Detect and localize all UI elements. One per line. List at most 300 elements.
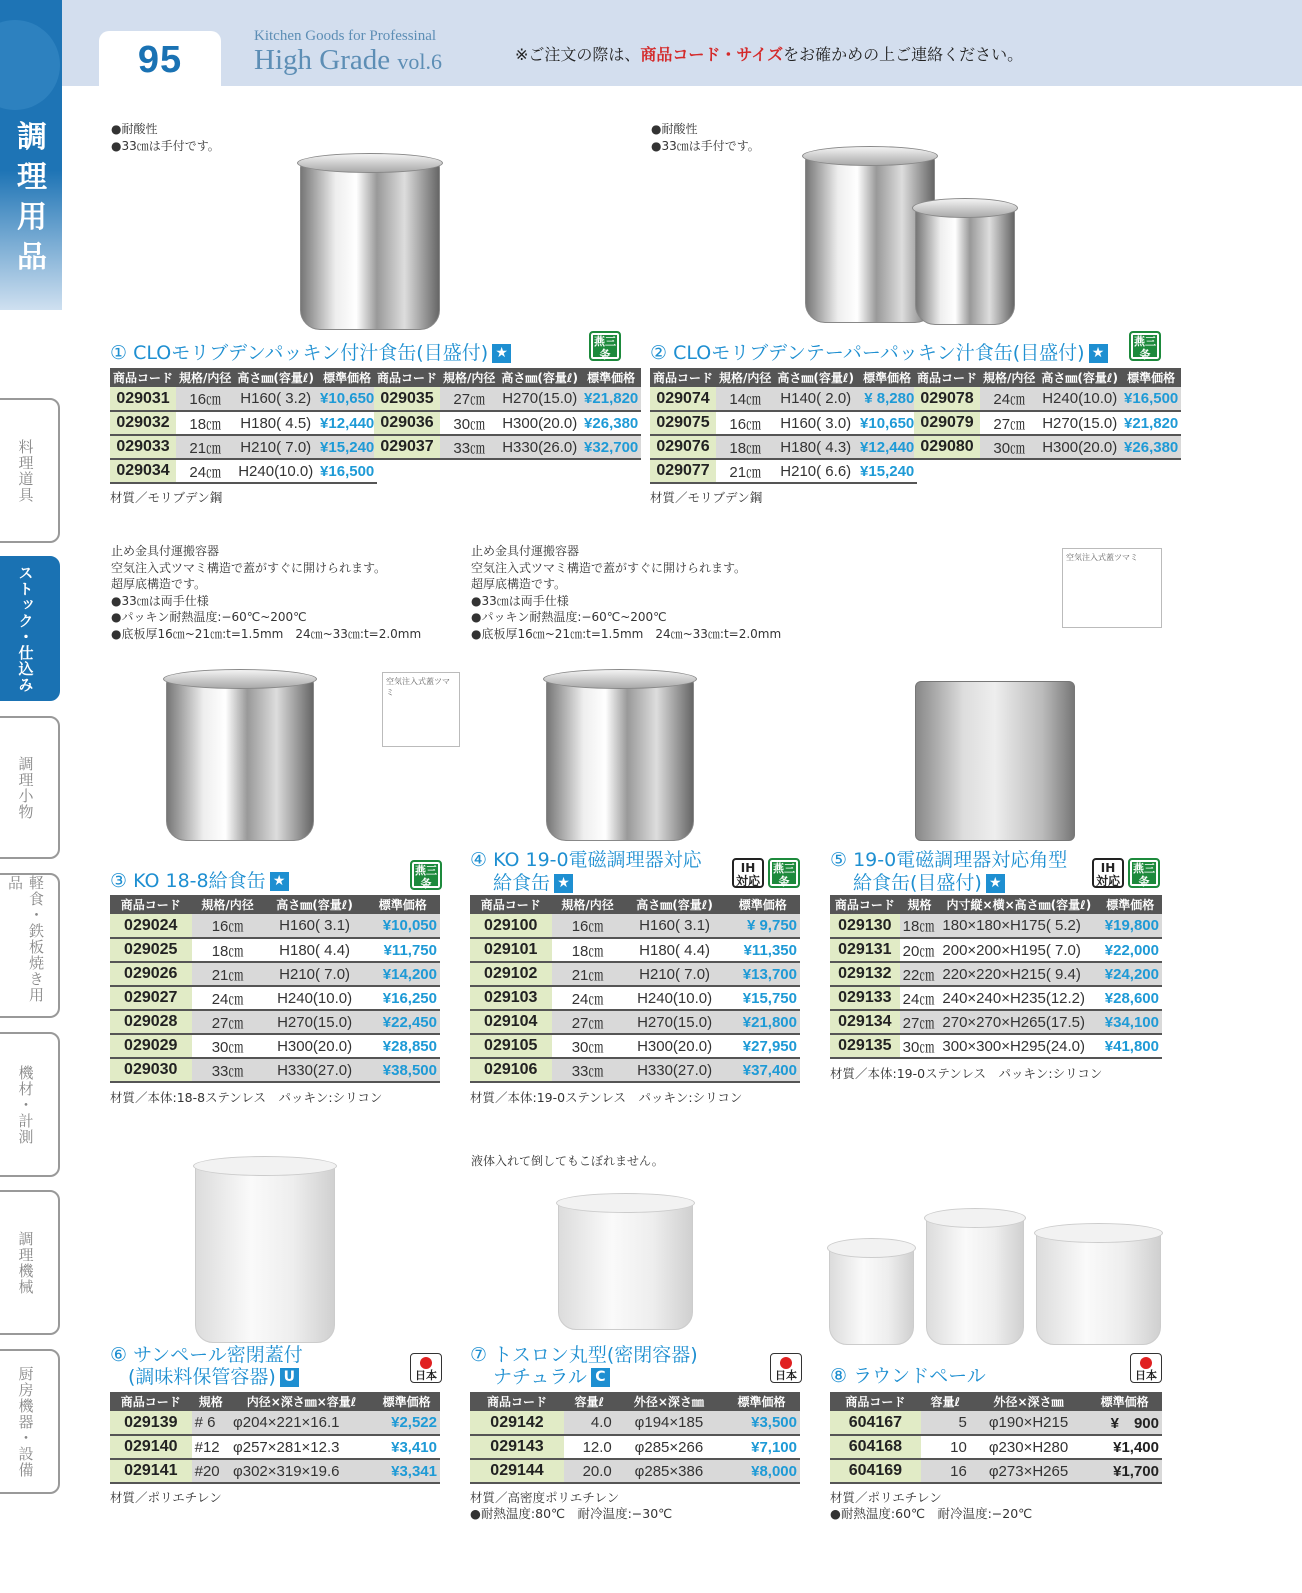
feature-line: 空気注入式ツマミ構造で蓋がすぐに開けられます。 bbox=[471, 560, 747, 575]
cell-price: ¥10,650 bbox=[317, 387, 377, 411]
table-row bbox=[110, 411, 377, 435]
cell-size: # 6 bbox=[192, 1411, 230, 1435]
cell-price: ¥14,200 bbox=[366, 962, 440, 986]
cell-dimensions: H330(26.0) bbox=[498, 435, 581, 459]
cell-price: ¥12,440 bbox=[317, 411, 377, 435]
notice-highlight: 商品コード・サイズ bbox=[640, 45, 784, 64]
cell-dimensions: H270(15.0) bbox=[1038, 411, 1121, 435]
column-header: 規格 bbox=[900, 895, 940, 914]
title-text: ⑤ 19-0電磁調理器対応角型 bbox=[830, 849, 1068, 871]
u-badge-icon: U bbox=[280, 1368, 299, 1387]
product-1-table-right bbox=[374, 368, 641, 460]
column-header: 商品コード bbox=[110, 1392, 192, 1411]
cell-dimensions: φ190×H215 bbox=[970, 1411, 1087, 1435]
tsubame-sanjo-mark: 燕三条 bbox=[1128, 858, 1160, 888]
cell-dimensions: H160( 3.2) bbox=[234, 387, 317, 411]
feature-line: ●耐酸性 bbox=[651, 122, 698, 136]
cell-price: ¥26,380 bbox=[1121, 435, 1181, 459]
table-row bbox=[914, 411, 1181, 435]
table-row bbox=[470, 914, 800, 938]
cell-size: 27㎝ bbox=[980, 411, 1038, 435]
title-text: ⑥ サンペール密閉蓋付 bbox=[110, 1344, 303, 1366]
cell-product-code: 029130 bbox=[830, 914, 900, 938]
category-sidebar bbox=[0, 0, 62, 1593]
product-8-title: ⑧ ラウンドペール bbox=[830, 1365, 986, 1387]
cell-dimensions: H270(15.0) bbox=[264, 1010, 366, 1034]
ih-label: IH bbox=[1100, 861, 1116, 875]
cell-dimensions: H180( 4.4) bbox=[264, 938, 366, 962]
table-row bbox=[470, 1411, 800, 1435]
cell-product-code: 029025 bbox=[110, 938, 192, 962]
cell-product-code: 604169 bbox=[830, 1459, 921, 1483]
cell-product-code: 029144 bbox=[470, 1459, 564, 1483]
cell-size: 16 bbox=[921, 1459, 970, 1483]
tsubame-sanjo-mark: 燕三条 bbox=[768, 858, 800, 888]
product-6-image bbox=[185, 1145, 345, 1345]
temperature-text: ●耐熱温度:80℃ 耐冷温度:−30℃ bbox=[470, 1506, 673, 1521]
cell-size: 22㎝ bbox=[900, 962, 940, 986]
title-text: 給食缶(目盛付) bbox=[853, 872, 982, 894]
cell-dimensions: H300(20.0) bbox=[624, 1034, 726, 1058]
cell-price: ¥16,500 bbox=[1121, 387, 1181, 411]
cell-dimensions: φ302×319×19.6 bbox=[230, 1459, 373, 1483]
table-row bbox=[110, 938, 440, 962]
table-row bbox=[470, 1459, 800, 1483]
diagram-label: 空気注入式蓋ツマミ bbox=[1066, 553, 1138, 562]
cell-price: ¥22,000 bbox=[1098, 938, 1162, 962]
cell-product-code: 029100 bbox=[470, 914, 552, 938]
cell-product-code: 029132 bbox=[830, 962, 900, 986]
cell-dimensions: H180( 4.3) bbox=[774, 435, 857, 459]
cell-dimensions: H210( 7.0) bbox=[234, 435, 317, 459]
cell-size: 24㎝ bbox=[192, 986, 264, 1010]
lid-diagram bbox=[382, 672, 460, 747]
cell-price: ¥21,820 bbox=[1121, 411, 1181, 435]
table-row bbox=[470, 986, 800, 1010]
cell-product-code: 029024 bbox=[110, 914, 192, 938]
tab-label: 厨房機器・設備 bbox=[16, 1365, 35, 1478]
product-6-material: 材質／ポリエチレン bbox=[110, 1490, 222, 1505]
star-badge-icon: ★ bbox=[1089, 344, 1108, 363]
cell-price: ¥ 8,280 bbox=[857, 387, 917, 411]
feature-line: ●底板厚16㎝~21㎝:t=1.5mm 24㎝~33㎝:t=2.0mm bbox=[471, 626, 782, 641]
cell-dimensions: H180( 4.4) bbox=[624, 938, 726, 962]
feature-line: ●パッキン耐熱温度:−60℃~200℃ bbox=[471, 610, 667, 624]
cell-price: ¥19,800 bbox=[1098, 914, 1162, 938]
title-text: 給食缶 bbox=[493, 872, 551, 894]
column-header: 高さ㎜(容量ℓ) bbox=[498, 368, 581, 387]
material-text: 材質／ポリエチレン bbox=[830, 1490, 942, 1505]
title-text: ② CLOモリブデンテーパーパッキン汁食缶(目盛付) bbox=[650, 342, 1085, 364]
sidebar-tab-machines[interactable] bbox=[0, 1190, 60, 1335]
cell-product-code: 029105 bbox=[470, 1034, 552, 1058]
column-header: 規格/内径 bbox=[552, 895, 624, 914]
column-header: 標準価格 bbox=[1087, 1392, 1162, 1411]
cell-dimensions: φ285×266 bbox=[615, 1435, 723, 1459]
product-5-title bbox=[830, 849, 1067, 895]
table-row bbox=[650, 459, 917, 483]
column-header: 規格 bbox=[192, 1392, 230, 1411]
cell-product-code: 029077 bbox=[650, 459, 716, 483]
cell-price: ¥21,820 bbox=[581, 387, 641, 411]
cell-product-code: 029104 bbox=[470, 1010, 552, 1034]
cell-price: ¥ 900 bbox=[1087, 1411, 1162, 1435]
table-row bbox=[830, 986, 1162, 1010]
cell-size: 18㎝ bbox=[192, 938, 264, 962]
cell-product-code: 029141 bbox=[110, 1459, 192, 1483]
cell-dimensions: H180( 4.5) bbox=[234, 411, 317, 435]
table-row bbox=[650, 411, 917, 435]
sidebar-tab-cooking-tools[interactable] bbox=[0, 398, 60, 543]
made-in-japan-mark bbox=[770, 1353, 802, 1383]
table-row bbox=[830, 1435, 1162, 1459]
column-header: 商品コード bbox=[650, 368, 716, 387]
cell-price: ¥34,100 bbox=[1098, 1010, 1162, 1034]
column-header: 商品コード bbox=[830, 895, 900, 914]
feature-line: 空気注入式ツマミ構造で蓋がすぐに開けられます。 bbox=[111, 560, 387, 575]
title-text: (調味料保管容器) bbox=[128, 1366, 276, 1388]
japan-label: 日本 bbox=[1135, 1369, 1157, 1382]
column-header: 商品コード bbox=[110, 895, 192, 914]
cell-dimensions: H330(27.0) bbox=[264, 1058, 366, 1082]
feature-line: ●耐酸性 bbox=[111, 122, 158, 136]
cell-size: #12 bbox=[192, 1435, 230, 1459]
cell-product-code: 029133 bbox=[830, 986, 900, 1010]
cell-product-code: 029033 bbox=[110, 435, 176, 459]
table-row bbox=[110, 986, 440, 1010]
cell-price: ¥3,341 bbox=[373, 1459, 440, 1483]
sidebar-tab-kitchen-facilities[interactable] bbox=[0, 1349, 60, 1494]
cell-dimensions: φ257×281×12.3 bbox=[230, 1435, 373, 1459]
cell-size: 21㎝ bbox=[192, 962, 264, 986]
cell-price: ¥1,700 bbox=[1087, 1459, 1162, 1483]
column-header: 商品コード bbox=[110, 368, 176, 387]
cell-product-code: 029140 bbox=[110, 1435, 192, 1459]
star-badge-icon: ★ bbox=[270, 872, 289, 891]
japan-flag-icon bbox=[420, 1357, 432, 1369]
column-header: 標準価格 bbox=[857, 368, 917, 387]
cell-dimensions: φ285×386 bbox=[615, 1459, 723, 1483]
cell-dimensions: H240(10.0) bbox=[234, 459, 317, 483]
cell-price: ¥15,750 bbox=[726, 986, 800, 1010]
cell-dimensions: H270(15.0) bbox=[624, 1010, 726, 1034]
cell-size: 21㎝ bbox=[716, 459, 774, 483]
star-badge-icon: ★ bbox=[986, 874, 1005, 893]
cell-size: 30㎝ bbox=[900, 1034, 940, 1058]
column-header: 内径×深さ㎜×容量ℓ bbox=[230, 1392, 373, 1411]
product-7-table bbox=[470, 1392, 800, 1484]
cell-price: ¥16,500 bbox=[317, 459, 377, 483]
product-3-table bbox=[110, 895, 440, 1083]
cell-price: ¥24,200 bbox=[1098, 962, 1162, 986]
product-1-table-left bbox=[110, 368, 377, 484]
japan-flag-icon bbox=[1140, 1357, 1152, 1369]
sidebar-tab-stock-prep[interactable] bbox=[0, 556, 60, 701]
cell-size: 21㎝ bbox=[176, 435, 234, 459]
feature-line: ●底板厚16㎝~21㎝:t=1.5mm 24㎝~33㎝:t=2.0mm bbox=[111, 626, 422, 641]
made-in-japan-mark bbox=[1130, 1353, 1162, 1383]
product-7-note: 液体入れて倒してもこぼれません。 bbox=[471, 1154, 664, 1168]
tab-label: ストック・仕込み bbox=[16, 564, 35, 693]
brand-title bbox=[254, 44, 442, 77]
product-4-image bbox=[540, 660, 700, 845]
cell-size: 20.0 bbox=[564, 1459, 615, 1483]
notice-text-end: をお確かめの上ご連絡ください。 bbox=[783, 45, 1024, 64]
table-row bbox=[470, 1058, 800, 1082]
column-header: 容量ℓ bbox=[921, 1392, 970, 1411]
column-header: 容量ℓ bbox=[564, 1392, 615, 1411]
product-1-material: 材質／モリブデン鋼 bbox=[110, 490, 223, 505]
product-1-image bbox=[290, 130, 450, 335]
cell-dimensions: H300(20.0) bbox=[498, 411, 581, 435]
table-row bbox=[110, 387, 377, 411]
table-row bbox=[110, 459, 377, 483]
cell-product-code: 029027 bbox=[110, 986, 192, 1010]
product-3-material: 材質／本体:18-8ステンレス パッキン:シリコン bbox=[110, 1090, 383, 1105]
table-row bbox=[830, 962, 1162, 986]
product-5-image bbox=[910, 628, 1080, 843]
cell-size: 18㎝ bbox=[716, 435, 774, 459]
table-row bbox=[374, 435, 641, 459]
cell-product-code: 029106 bbox=[470, 1058, 552, 1082]
cell-dimensions: φ230×H280 bbox=[970, 1435, 1087, 1459]
cell-size: 24㎝ bbox=[900, 986, 940, 1010]
cell-dimensions: H160( 3.1) bbox=[264, 914, 366, 938]
cell-product-code: 029139 bbox=[110, 1411, 192, 1435]
cell-price: ¥10,050 bbox=[366, 914, 440, 938]
product-4-table bbox=[470, 895, 800, 1083]
cell-product-code: 029103 bbox=[470, 986, 552, 1010]
cell-product-code: 029134 bbox=[830, 1010, 900, 1034]
cell-price: ¥21,800 bbox=[726, 1010, 800, 1034]
table-row bbox=[470, 962, 800, 986]
product-6-title bbox=[110, 1344, 303, 1388]
column-header: 高さ㎜(容量ℓ) bbox=[264, 895, 366, 914]
product-8-material bbox=[830, 1490, 1032, 1522]
product-7-title bbox=[470, 1344, 698, 1388]
table-row bbox=[830, 1459, 1162, 1483]
column-header: 規格/内径 bbox=[192, 895, 264, 914]
table-row bbox=[830, 1010, 1162, 1034]
tab-label: 料理道具 bbox=[16, 438, 35, 503]
star-badge-icon: ★ bbox=[492, 344, 511, 363]
japan-label: 日本 bbox=[775, 1369, 797, 1382]
tab-label: 軽食・鉄板焼き用品 bbox=[6, 875, 45, 1003]
column-header: 規格/内径 bbox=[716, 368, 774, 387]
brand-title-text: High Grade bbox=[254, 44, 391, 76]
column-header: 商品コード bbox=[374, 368, 440, 387]
cell-price: ¥10,650 bbox=[857, 411, 917, 435]
cell-size: 27㎝ bbox=[900, 1010, 940, 1034]
cell-price: ¥11,750 bbox=[366, 938, 440, 962]
product-4-features bbox=[471, 543, 781, 642]
cell-size: 27㎝ bbox=[192, 1010, 264, 1034]
table-row bbox=[110, 1435, 440, 1459]
table-row bbox=[830, 1411, 1162, 1435]
product-3-image bbox=[160, 660, 320, 845]
sidebar-tab-small-tools[interactable] bbox=[0, 716, 60, 859]
cell-product-code: 029037 bbox=[374, 435, 440, 459]
table-row bbox=[110, 1010, 440, 1034]
cell-dimensions: 300×300×H295(24.0) bbox=[939, 1034, 1098, 1058]
order-notice bbox=[515, 42, 1023, 65]
table-row bbox=[110, 1058, 440, 1082]
product-8-image bbox=[820, 1170, 1170, 1345]
ih-label: IH bbox=[740, 861, 756, 875]
cell-price: ¥38,500 bbox=[366, 1058, 440, 1082]
tab-label: 調理小物 bbox=[16, 755, 35, 820]
table-row bbox=[914, 387, 1181, 411]
column-header: 商品コード bbox=[830, 1392, 921, 1411]
table-row bbox=[470, 938, 800, 962]
cell-size: 12.0 bbox=[564, 1435, 615, 1459]
ih-compatible-mark bbox=[1092, 858, 1124, 888]
cell-dimensions: φ204×221×16.1 bbox=[230, 1411, 373, 1435]
cell-size: 24㎝ bbox=[176, 459, 234, 483]
cell-price: ¥15,240 bbox=[317, 435, 377, 459]
table-row bbox=[830, 1034, 1162, 1058]
diagram-label: 空気注入式蓋ツマミ bbox=[386, 677, 450, 697]
table-row bbox=[110, 1459, 440, 1483]
product-7-image bbox=[550, 1185, 700, 1335]
cell-price: ¥3,410 bbox=[373, 1435, 440, 1459]
title-text: ③ KO 18-8給食缶 bbox=[110, 870, 266, 892]
cell-size: 27㎝ bbox=[552, 1010, 624, 1034]
product-3-features bbox=[111, 543, 421, 642]
column-header: 規格/内径 bbox=[440, 368, 498, 387]
cell-size: 16㎝ bbox=[176, 387, 234, 411]
feature-line: 超厚底構造です。 bbox=[111, 577, 207, 591]
cell-price: ¥16,250 bbox=[366, 986, 440, 1010]
product-3-title bbox=[110, 870, 289, 893]
column-header: 高さ㎜(容量ℓ) bbox=[1038, 368, 1121, 387]
cell-dimensions: 180×180×H175( 5.2) bbox=[939, 914, 1098, 938]
page-number-box bbox=[99, 31, 221, 91]
tsubame-sanjo-mark: 燕三条 bbox=[410, 860, 442, 890]
cell-size: 4.0 bbox=[564, 1411, 615, 1435]
cell-dimensions: H300(20.0) bbox=[1038, 435, 1121, 459]
cell-product-code: 029026 bbox=[110, 962, 192, 986]
cell-price: ¥15,240 bbox=[857, 459, 917, 483]
ih-compatible-mark bbox=[732, 858, 764, 888]
notice-text: ※ご注文の際は、 bbox=[515, 45, 641, 64]
column-header: 標準価格 bbox=[373, 1392, 440, 1411]
cell-product-code: 029031 bbox=[110, 387, 176, 411]
product-4-material: 材質／本体:19-0ステンレス パッキン:シリコン bbox=[470, 1090, 743, 1105]
table-row bbox=[650, 435, 917, 459]
cell-price: ¥37,400 bbox=[726, 1058, 800, 1082]
table-row bbox=[650, 387, 917, 411]
sidebar-title: 調理用品 bbox=[17, 120, 47, 275]
sidebar-tab-equipment[interactable] bbox=[0, 1032, 60, 1177]
cell-size: 18㎝ bbox=[176, 411, 234, 435]
feature-line: ●33㎝は手付です。 bbox=[111, 138, 220, 153]
product-4-title bbox=[470, 849, 702, 895]
japan-label: 日本 bbox=[415, 1369, 437, 1382]
column-header: 商品コード bbox=[914, 368, 980, 387]
cell-size: 30㎝ bbox=[440, 411, 498, 435]
sidebar-tab-light-meal[interactable] bbox=[0, 873, 60, 1018]
cell-product-code: 029028 bbox=[110, 1010, 192, 1034]
c-badge-icon: C bbox=[591, 1368, 610, 1387]
cell-size: 5 bbox=[921, 1411, 970, 1435]
tsubame-sanjo-mark: 燕三条 bbox=[1129, 331, 1161, 361]
cell-price: ¥11,350 bbox=[726, 938, 800, 962]
product-2-table-right bbox=[914, 368, 1181, 460]
cell-size: 14㎝ bbox=[716, 387, 774, 411]
product-1-title bbox=[110, 342, 511, 365]
cell-size: 27㎝ bbox=[440, 387, 498, 411]
column-header: 標準価格 bbox=[366, 895, 440, 914]
star-badge-icon: ★ bbox=[554, 874, 573, 893]
product-7-material bbox=[470, 1490, 672, 1522]
cell-size: 10 bbox=[921, 1435, 970, 1459]
cell-product-code: 029142 bbox=[470, 1411, 564, 1435]
cell-product-code: 029143 bbox=[470, 1435, 564, 1459]
cell-price: ¥27,950 bbox=[726, 1034, 800, 1058]
table-row bbox=[374, 387, 641, 411]
tsubame-sanjo-mark: 燕三条 bbox=[589, 331, 621, 361]
cell-product-code: 604168 bbox=[830, 1435, 921, 1459]
cell-price: ¥32,700 bbox=[581, 435, 641, 459]
material-text: 材質／高密度ポリエチレン bbox=[470, 1490, 620, 1505]
column-header: 標準価格 bbox=[726, 895, 800, 914]
made-in-japan-mark bbox=[410, 1353, 442, 1383]
table-row bbox=[110, 962, 440, 986]
feature-line: 止め金具付運搬容器 bbox=[471, 544, 580, 558]
cell-dimensions: H300(20.0) bbox=[264, 1034, 366, 1058]
product-8-table bbox=[830, 1392, 1162, 1484]
cell-product-code: 029101 bbox=[470, 938, 552, 962]
cell-product-code: 029080 bbox=[914, 435, 980, 459]
cell-size: 16㎝ bbox=[716, 411, 774, 435]
cell-size: 33㎝ bbox=[440, 435, 498, 459]
cell-product-code: 029034 bbox=[110, 459, 176, 483]
cell-dimensions: H160( 3.0) bbox=[774, 411, 857, 435]
cell-product-code: 029035 bbox=[374, 387, 440, 411]
title-text: ⑦ トスロン丸型(密閉容器) bbox=[470, 1344, 698, 1366]
cell-product-code: 029029 bbox=[110, 1034, 192, 1058]
cell-price: ¥22,450 bbox=[366, 1010, 440, 1034]
column-header: 規格/内径 bbox=[176, 368, 234, 387]
cell-size: 18㎝ bbox=[552, 938, 624, 962]
cell-product-code: 029032 bbox=[110, 411, 176, 435]
feature-line: 超厚底構造です。 bbox=[471, 577, 567, 591]
cell-size: 30㎝ bbox=[552, 1034, 624, 1058]
table-row bbox=[374, 411, 641, 435]
cell-size: 24㎝ bbox=[552, 986, 624, 1010]
column-header: 規格/内径 bbox=[980, 368, 1038, 387]
cell-dimensions: H240(10.0) bbox=[624, 986, 726, 1010]
table-row bbox=[830, 914, 1162, 938]
product-5-table bbox=[830, 895, 1162, 1059]
cell-size: 33㎝ bbox=[552, 1058, 624, 1082]
tab-label: 調理機械 bbox=[16, 1230, 35, 1295]
column-header: 標準価格 bbox=[581, 368, 641, 387]
cell-price: ¥ 9,750 bbox=[726, 914, 800, 938]
table-row bbox=[110, 1411, 440, 1435]
cell-product-code: 604167 bbox=[830, 1411, 921, 1435]
cell-size: 21㎝ bbox=[552, 962, 624, 986]
cell-dimensions: φ273×H265 bbox=[970, 1459, 1087, 1483]
title-text: ナチュラル bbox=[493, 1366, 587, 1388]
product-2-features bbox=[651, 121, 760, 154]
cell-dimensions: 270×270×H265(17.5) bbox=[939, 1010, 1098, 1034]
brand-subtitle: Kitchen Goods for Professinal bbox=[254, 28, 437, 44]
column-header: 外径×深さ㎜ bbox=[615, 1392, 723, 1411]
japan-flag-icon bbox=[780, 1357, 792, 1369]
cell-size: 33㎝ bbox=[192, 1058, 264, 1082]
